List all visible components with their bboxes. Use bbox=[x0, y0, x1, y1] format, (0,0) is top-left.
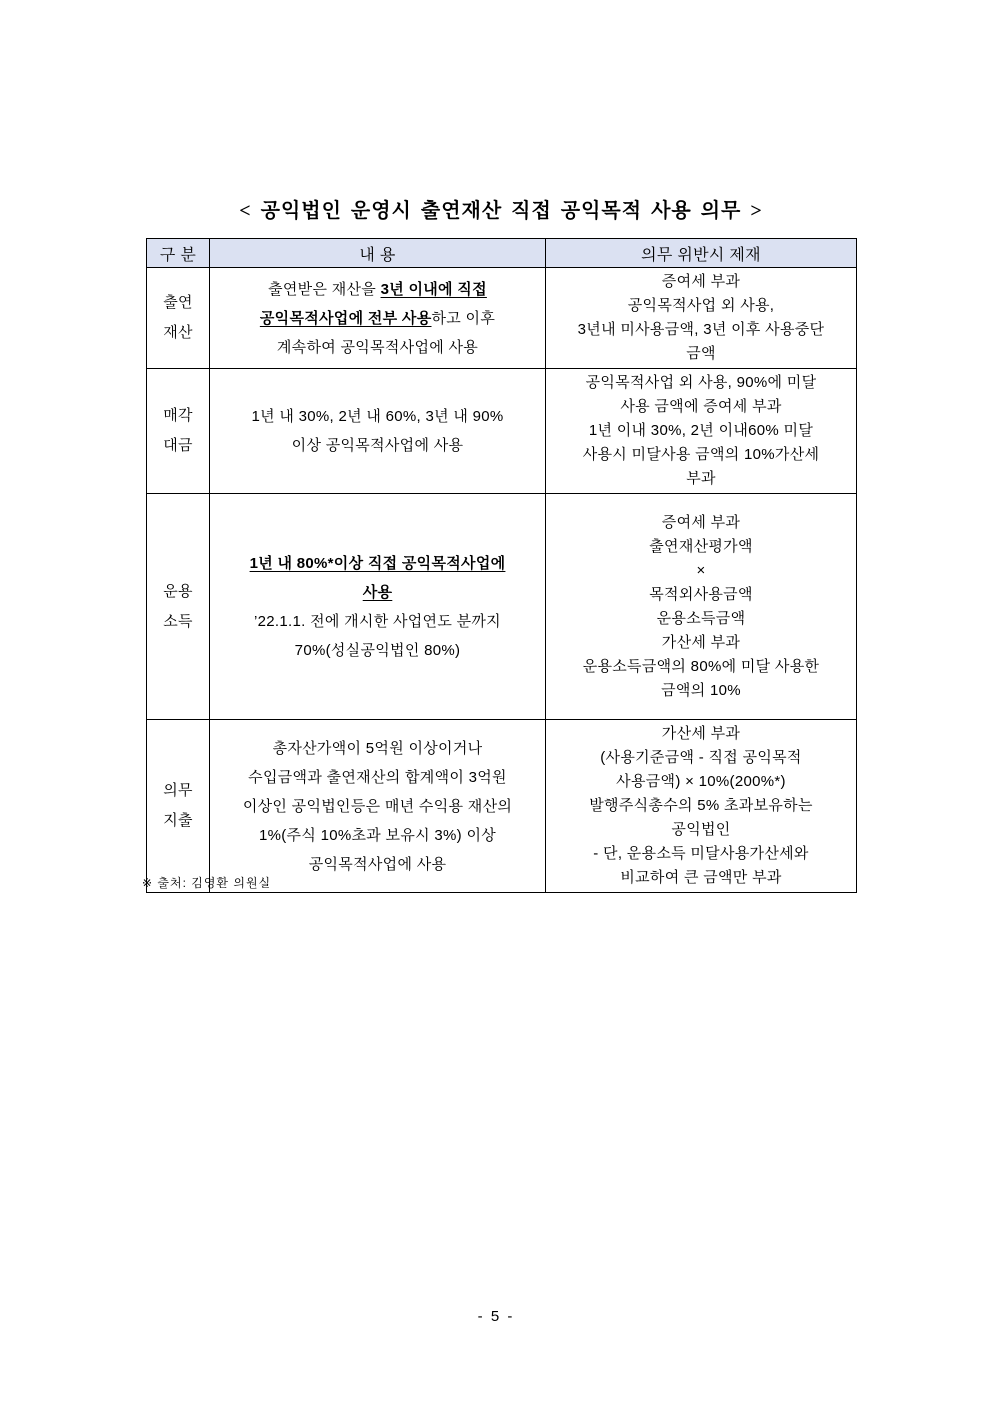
category-line: 출연 bbox=[163, 294, 193, 311]
cell-line: 공익목적사업에 사용 bbox=[308, 855, 447, 873]
sanction-cell bbox=[546, 720, 857, 893]
sanction-cell bbox=[546, 268, 857, 369]
table-row-mandatory-expenditure bbox=[147, 720, 857, 893]
category-line: 운용 bbox=[163, 582, 193, 600]
cell-line: - 단, 운용소득 미달사용가산세와 bbox=[593, 845, 809, 862]
category-line: 대금 bbox=[163, 437, 193, 454]
cell-line: 비교하여 큰 금액만 부과 bbox=[620, 869, 782, 886]
page-number: - 5 - bbox=[477, 1308, 515, 1325]
text-run-bold-underline: 사용 bbox=[362, 583, 393, 601]
cell-line: 금액의 10% bbox=[661, 681, 741, 699]
table-row-contributed-property bbox=[147, 268, 857, 369]
cell-line: 출연재산평가액 bbox=[649, 537, 753, 555]
page-title: < 공익법인 운영시 출연재산 직접 공익목적 사용 의무 > bbox=[239, 200, 763, 222]
text-run: 70%(성실공익법인 80%) bbox=[294, 641, 461, 659]
cell-line bbox=[214, 333, 541, 362]
cell-line: 목적외사용금액 bbox=[649, 585, 753, 603]
content-cell bbox=[210, 268, 546, 369]
cell-line: 부과 bbox=[686, 470, 716, 487]
cell-line: 가산세 부과 bbox=[661, 725, 741, 742]
table-header-row bbox=[147, 239, 857, 268]
category-line: 매각 bbox=[163, 407, 193, 424]
cell-line bbox=[214, 607, 541, 636]
public-benefit-obligation-table bbox=[146, 238, 857, 893]
table-row-sale-proceeds bbox=[147, 369, 857, 494]
cell-line: 총자산가액이 5억원 이상이거나 bbox=[272, 739, 483, 757]
cell-line: 운용소득금액 bbox=[656, 609, 746, 627]
cell-line: 사용금액) × 10%(200%*) bbox=[616, 773, 786, 790]
text-run: ’22.1.1. 전에 개시한 사업연도 분까지 bbox=[254, 612, 501, 630]
cell-line: 3년내 미사용금액, 3년 이후 사용중단 bbox=[577, 321, 825, 338]
category-cell bbox=[147, 720, 210, 893]
cell-line: 금액 bbox=[686, 345, 716, 362]
column-header-sanction: 의무 위반시 제재 bbox=[546, 239, 857, 268]
cell-line: 공익목적사업 외 사용, 90%에 미달 bbox=[585, 374, 817, 391]
sanction-cell bbox=[546, 494, 857, 720]
category-line: 지출 bbox=[163, 812, 193, 829]
cell-line: 1%(주식 10%초과 보유시 3%) 이상 bbox=[258, 826, 497, 844]
cell-line: 증여세 부과 bbox=[661, 513, 741, 531]
category-line: 재산 bbox=[163, 324, 193, 341]
category-cell bbox=[147, 369, 210, 494]
text-run: 계속하여 공익목적사업에 사용 bbox=[276, 338, 479, 356]
cell-line: 1년 이내 30%, 2년 이내60% 미달 bbox=[588, 422, 814, 439]
category-line: 의무 bbox=[163, 782, 193, 799]
table-row-operating-income bbox=[147, 494, 857, 720]
cell-line: 1년 내 30%, 2년 내 60%, 3년 내 90% bbox=[251, 408, 504, 425]
cell-line bbox=[214, 275, 541, 304]
cell-line: 이상인 공익법인등은 매년 수익용 재산의 bbox=[242, 797, 513, 815]
content-cell bbox=[210, 720, 546, 893]
cell-line: 발행주식총수의 5% 초과보유하는 bbox=[589, 797, 813, 814]
cell-line: 공익법인 bbox=[671, 821, 731, 838]
cell-line: 증여세 부과 bbox=[661, 273, 741, 290]
text-run-bold-underline: 1년 내 80%*이상 직접 공익목적사업에 bbox=[249, 554, 506, 572]
cell-line: × bbox=[696, 561, 706, 579]
text-run: 하고 이후 bbox=[431, 309, 496, 327]
text-run-bold-underline: 공익목적사업에 전부 사용 bbox=[259, 309, 432, 327]
text-run-bold-underline: 3년 이내에 직접 bbox=[380, 280, 487, 298]
category-cell bbox=[147, 494, 210, 720]
cell-line: 사용 금액에 증여세 부과 bbox=[620, 398, 782, 415]
content-cell bbox=[210, 369, 546, 494]
content-cell bbox=[210, 494, 546, 720]
cell-line bbox=[214, 636, 541, 665]
cell-line: 가산세 부과 bbox=[661, 633, 741, 651]
category-line: 소득 bbox=[163, 612, 193, 630]
column-header-content: 내 용 bbox=[210, 239, 546, 268]
text-run: 출연받은 재산을 bbox=[268, 280, 381, 298]
cell-line bbox=[214, 578, 541, 607]
column-header-category: 구 분 bbox=[147, 239, 210, 268]
cell-line: 수입금액과 출연재산의 합계액이 3억원 bbox=[248, 768, 507, 786]
cell-line: 사용시 미달사용 금액의 10%가산세 bbox=[582, 446, 820, 463]
category-cell bbox=[147, 268, 210, 369]
cell-line: 운용소득금액의 80%에 미달 사용한 bbox=[582, 657, 820, 675]
cell-line: 이상 공익목적사업에 사용 bbox=[291, 437, 464, 454]
sanction-cell bbox=[546, 369, 857, 494]
cell-line bbox=[214, 549, 541, 578]
cell-line: 공익목적사업 외 사용, bbox=[627, 297, 775, 314]
source-footnote: ※ 출처: 김영환 의원실 bbox=[142, 876, 272, 890]
cell-line bbox=[214, 304, 541, 333]
cell-line: (사용기준금액 - 직접 공익목적 bbox=[600, 749, 802, 766]
